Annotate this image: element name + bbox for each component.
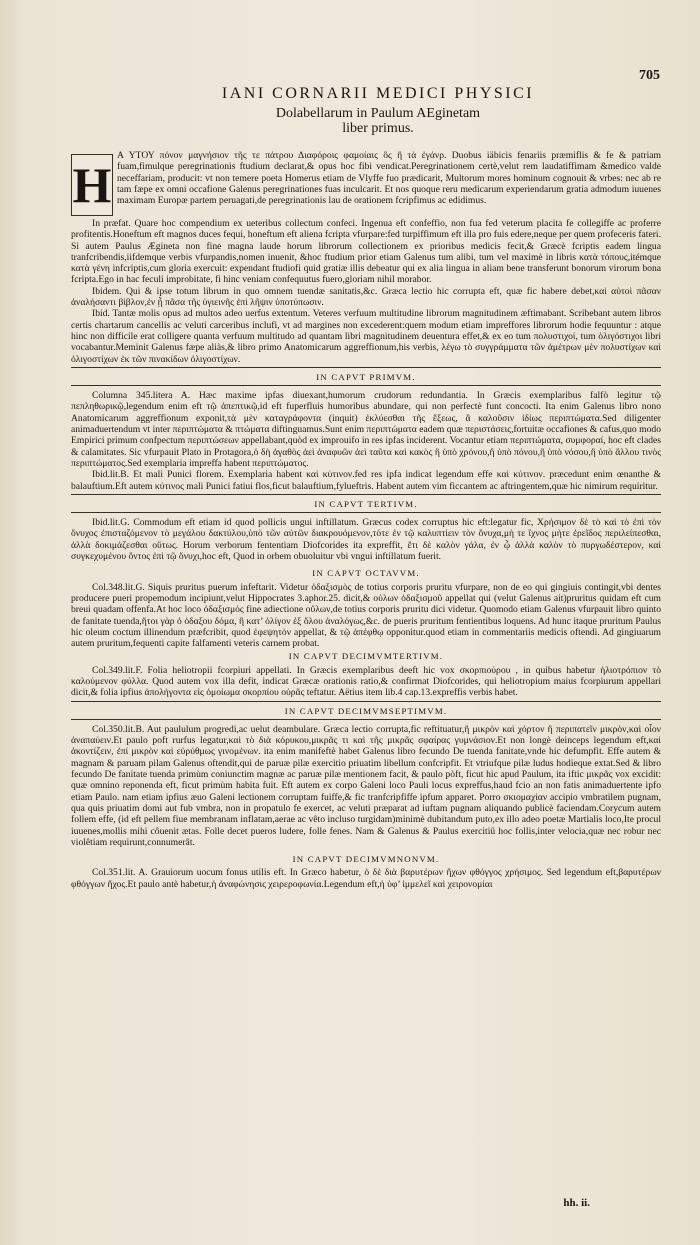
ibid-note-2: Ibid. Tantæ molis opus ad multos adeo uerfus extentum. Veteres verfuum multitudine librorum magnitudinem æftimabant. Scribebant autem libros certis chartarum cancellis ac veluti carceribus inclufi, vt ad margines non excederent:quem modum etiam impreffores librorum hodie fequuntur : atque hinc non difficile erat colligere quanta verfuum multitudo ad quantam libri magnitudinem deuentura effet,& ex eo tum πολυστιχοί, tum ὀλιγόστιχοι libri vocabantur.Meminit Galenus fæpe aliàs,& libro primo Anatomicarum aggreffionum,his verbis, λέγω τὸ συγγράμματα τῶν ἀμέτρων μὲν πολυστίχων καὶ ὀλιγοστίχων ἐκ τῶν πινακίδων ὀλιγοστίχων. <box>71 308 661 365</box>
page-title: IANI CORNARII MEDICI PHYSICI <box>221 85 535 102</box>
subtitle-line-1: Dolabellarum in Paulum AEginetam <box>275 106 481 121</box>
section-rule <box>71 512 661 513</box>
chapter-13-note: Col.349.lit.F. Folia heliotropii fcorpiuri appellati. In Græcis exemplaribus deeft hic vox σκορπιούρου , in quibus habetur ἡλιοτρόπιον τὸ καλούμενον φύλλα. Quod autem vox illa defit, indicat Græcæ orationis ratio,& confirmat Diofcorides, qui heliotropium maius fcorpiurum appellari dicit,& folia ipfius ἀπολήγοντα εἰς ὁμοίωμα σκορπίου οὐρᾶς teftatur. Aëtius item lib.4 cap.13.expreffis verbis habet. <box>71 664 661 699</box>
chapter-heading-8: IN CAPVT OCTAVVM. <box>312 568 420 579</box>
subtitle-line-2: liber primus. <box>342 121 414 136</box>
section-rule <box>71 367 661 368</box>
main-text <box>71 218 661 890</box>
chapter-3-note: Ibid.lit.G. Commodum eft etiam id quod pollicis ungui inftillatum. Græcus codex corruptus hic eft:legatur fic, Χρήσιμον δὲ τὸ καὶ τὸ ἐπὶ τὸν ὄνυχος ἐπισταζόμενον τὸ μεγάλου δακτύλου,ὑπὸ τῶν αὐτῶν διακρουόμενον,τότε ἐν τῷ καλυπτίειν τὸν ὄνυχα,μὴ τε ἴχνος μὴτε ἐρεῖδος περιλείπεσθαι, ἀλλὰ δοκιμάζεσθαι οὕτως. Horum verborum fententiam Diofcorides ita expreffit, ἔτι δὲ καλὸν γάλα, ἐν ᾧ ἀλλὰ καλὸν τὸ πυργωδέστερον, καὶ συγκεχυμένου ὄντος ἐπὶ τῷ ὄνυχι,hoc eft, Quod in orbem obuoluitur vbi vngui inftillatum fuerit. <box>71 517 661 563</box>
signature-mark: hh. ii. <box>563 1197 590 1209</box>
drop-cap-letter: H <box>72 157 112 213</box>
chapter-1-note-b: Ibid.lit.B. Et mali Punici florem. Exemplaria habent καὶ κύτινον.fed res ipfa indicat legendum effe καὶ κύτινον. præcedunt enim œnanthe & balauftium.Eft autem κύτινος mali Punici fatiui flos,ficut balauftium,fylueftris. Habent autem vim ficcantem ac aftringentem,quæ hic nimirum requiritur. <box>71 469 661 492</box>
chapter-8-note: Col.348.lit.G. Siquis pruritus puerum infeftarit. Videtur ὀδαξισμὸς de totius corporis pruritu vfurpare, non de eo qui gingiuis contingit,vbi dentes producere pueri propemodum incipiunt,velut Hippocrates 3.aphor.25. dicit,& οὐλων ὀδαξισμοῦ appellat qui (velut Galenus ait)pruritus quidam eft cum breui quadam offenfa.At hoc loco ὀδαξισμός fine adiectione οὔλων,de totius corporis pruritu dici videtur. Quomodo etiam Galenus vfurpauit libro quinto de fanitate tuenda,ἤτοι γὰρ ὁ ὀδαξου δόμα, ἢ κατ’ ὀλίγον ἐξ ὅλου ἀναλόγως,&c. de pueris pruritum fentientibus loquens. Ad hunc itaque pruritum Paulus hic oleum coctum illinendum præfcribit, quod ἐφεψητὸν appellat, & τῷ ἀπέφθῳ opponitur.quod etiam in commentariis medicis oftendi. Ad gingiuarum autem pruritum,fequenti capite falfamenti veteris carnem probat. <box>71 581 661 650</box>
section-rule <box>71 494 661 495</box>
chapter-heading-1: IN CAPVT PRIMVM. <box>316 371 416 382</box>
subtitle <box>98 106 658 136</box>
chapter-19-note: Col.351.lit. A. Grauiorum uocum fonus utilis eft. In Græco habetur, ὁ δὲ διὰ βαρυτέρων ἤχων φθόγγος χρήσιμος. Sed legendum eft,βαρυτέρων φθόγγων ἤχος.Et paulo antè habetur,ἡ ἀναφώνησις χειρεροφωνία.Legendum eft,ἡ ὑφ’ ἱμμελεῖ καὶ χειρονομίαι <box>71 867 661 890</box>
section-rule <box>71 701 661 702</box>
intro-text: A ΥΤΟΥ πόνον μαγνήσιον τῆς τε πάτρου Διαφόροις φαμοίαις ὃς ἢ τὰ ἐγάνρ. Duobus iäbicis fenariis præmiflis & fe & patriam fuam,fimulque peregrinationis ftudium declarat,& opus hoc fibi vendicat.Peregrinationem certè,velut rem laudatiffimam &medico valde neceffariam, producit: vt non temere poeta Homerus etiam de Vlyffe fuo prædicarit, Multorum mores hominum cognouit & vrbes: nec ab re tam fæpe ex omni occafione Galenus peregrinationes fuas inculcarit. Et nos quoque reru medicarum experiendarum gratia admodum iuuenes maximam Europæ partem peruagati,de peregrinationis lau de orationem fcripfimus ac edidimus. <box>117 150 661 207</box>
chapter-1-note-a: Columna 345.litera A. Hæc maxime ipfas diuexant,humorum crudorum redundantia. In Græcis exemplaribus falfò legitur τῷ πεπληθωρικῷ,legendum enim eft τῷ ἀπεπτικῷ,id eft fuperfluis humoribus abundare, qui non perfectè funt concocti. Ita enim Galenus libro nono Anatomicarum aggreffionum exponit,τὰ μὲν καταγράφοντα (inquit) ἐκλύεσθαι τῆς ἕξεως, ἃ καλοῦσιν ἰδίως περιπτώματα.Sed diligenter animaduertendum vt inter περιπτώματα & πτώματα diftinguamus.Sunt enim περιπτώματα eadem quæ περιστάσεις,fortuitæ occafiones & cafus,quo modo Empirici primum confpectum περιπτώσεων appellabant,quòd ex improuifo in res ipfas inciderent. Vocantur etiam περιπτώματα, συμφοραί, hoc eft clades & calamitates. Sic vfurpauit Plato in Protagora,ὁ δὴ ἀγαθὸς ἀεὶ ἀναφυῶν ἀεὶ ταῦτα καὶ κακὸς ἢ ὑπὸ χρόνου,ἢ ὑπὸ πόνου,ἢ ὑπὸ νόσου,ἢ ὑπὸ ἄλλου τινὸς περιπτώματος.Sed exemplaria impreffa habent περιπτώματος. <box>71 390 661 469</box>
chapter-17-note: Col.350.lit.B. Aut paululum progredi,ac uelut deambulare. Græca lectio corrupta,fic reftituatur,ἢ μικρὸν καὶ χόρτον ἢ περιπατεῖν μικρὸν,καὶ οἷον ἀναπαύειν.Et paulo poft rurfus legatur,καὶ τὸ διὰ κόρυκου,μικρᾶς τι καὶ τῆς μικρᾶς σφαίρας γυμνάσιον.Et non longè deinceps legendum eft,καὶ ἀκοντίζειν, ἐπί μικρὸν καὶ εὐρύθμως γινομένων. ita enim manifeftè habet Galenus libro fecundo De tuenda fanitate,vnde hic defumpfit. Effe autem & magnam & paruam pilam Galenus oftendit,qui de paruæ pilæ exercitio priuatim libellum confcripfit. Et vtriufque pilæ ludus hodieque extat.Sed & libro fecundo De fanitate tuenda primùm coniunctim magnæ ac paruæ pilæ mentionem facit, & paulo pòft, ficut hic apud Paulum, ita iftic μικρᾶς vox excidit: quæ omnino reponenda eft, ficut primùm habita fuit. Eft autem ex corpo Galeni loco Pauli locus expreffus,haud fcio an non fatis animaduertente ipfo etiam Paulo. nam etiam ipfius æuo Galeni lectionem corruptam fuiffe,& fic tranfcripfiffe ipfum apparet. Porro σκιομαχίαν accipio vmbratilem pugnam, qua quis priuatim domi aut fub vmbra, non in propatulo fe exercet, ac veluti præparat ad iuftam pugnam aliquando publicè faciendam.Corycum autem follem effe, (id eft pellem fiue membranam inflatam,aerae ac vêto incluso turgidam)minimè dubitandum puto,ex illo adeo poetæ Martialis loco,Ite procul iuuenes,mollis mihi côuenit ætas. Folle decet pueros ludere, folle fenes. Nam & Galenus & Paulus exercitiû hoc follis,inter velocia,quæ nec robur nec violêtiam requirunt,connumerât. <box>71 723 661 848</box>
section-rule <box>71 385 661 386</box>
chapter-heading-17: IN CAPVT DECIMVMSEPTIMVM. <box>284 705 448 716</box>
preface-note: In præfat. Quare hoc compendium ex ueteribus collectum confeci. Ingenua eft confeffio, non fua fed veterum placita fe collegiffe ac proferre profitentis.Honeftum eft magnos duces fequi, honeftum eft aliena fcripta vfurpare:fed turpiffimum eft illa pro fuis edere,neque per quem profeceris fateri. Si autem Paulus Ægineta non fine magna laude horum librorum collectionem ex prioribus medicis fecit,& Græcè fcriptis eadem lingua tranfcribendis,iifdemque verbis vfurpandis,nomen inuenit, &hoc ftudium prior etiam Galenus tum alibi, tum vel maximè in libris κατὰ τόπους,itémque κατὰ γένη infcriptis,cum gloria exercuit: expendant ftudiofi quid gratiæ illis debeatur qui ex alia lingua in aliam bene transferunt bonorum virorum bona fcripta.Ego in hac feculi improbitate, fi hinc veniam confequutus fuero,gloriam nihil morabor. <box>71 218 661 286</box>
ibidem-note-1: Ibidem. Qui & ipse totum librum in quo omnem tuendæ sanitatis,&c. Græca lectio hic corrupta eft, quæ fic habere debet,καὶ αὐτοὶ πᾶσαν ἀναλήσαντι βίβλον,ἐν ᾗ πᾶσα τῆς ὑγιεινῆς ἐπὶ λῆψιν ὑποτύπωσιν. <box>71 285 661 309</box>
chapter-heading-13: IN CAPVT DECIMVMTERTIVM. <box>288 651 444 662</box>
intro-paragraph <box>71 150 661 206</box>
chapter-heading-19: IN CAPVT DECIMVMNONVM. <box>292 854 440 865</box>
chapter-heading-3: IN CAPVT TERTIVM. <box>314 498 418 509</box>
section-rule <box>71 719 661 720</box>
page-number: 705 <box>639 68 660 83</box>
